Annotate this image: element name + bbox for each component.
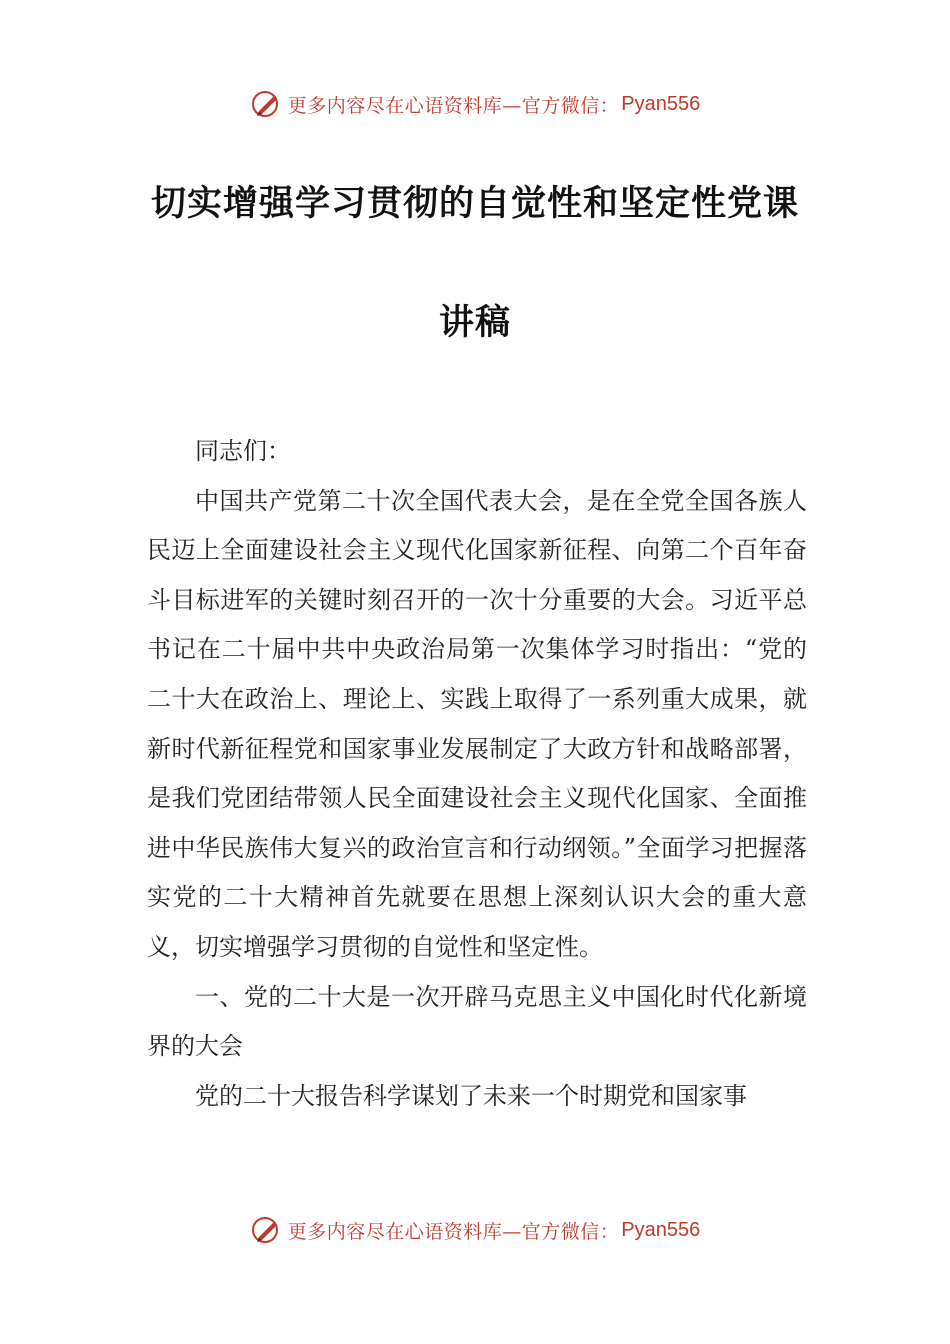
- pen-logo-icon: [250, 87, 284, 121]
- intro-paragraph: 中国共产党第二十次全国代表大会，是在全党全国各族人民迈上全面建设社会主义现代化国家新征程、向第二个百年奋斗目标进军的关键时刻召开的一次十分重要的大会。习近平总书记在二十届中共中央政治局第一次集体学习时指出：“党的二十大在政治上、理论上、实践上取得了一系列重大成果，就新时代新征程党和国家事业发展制定了大政方针和战略部署，是我们党团结带领人民全面建设社会主义现代化国家、全面推进中华民族伟大复兴的政治宣言和行动纲领。”全面学习把握落实党的二十大精神首先就要在思想上深刻认识大会的重大意义，切实增强学习贯彻的自觉性和坚定性。: [147, 486, 807, 961]
- watermark-text: 更多内容尽在心语资料库—官方微信：: [287, 94, 620, 117]
- pen-logo-icon: [250, 1213, 284, 1247]
- section-1-paragraph: 党的二十大报告科学谋划了未来一个时期党和国家事: [195, 1081, 747, 1110]
- document-title-line-1: 切实增强学习贯彻的自觉性和坚定性党课: [150, 184, 799, 224]
- document-body: [147, 427, 807, 1121]
- salutation-paragraph: 同志们：: [195, 437, 291, 465]
- section-heading-1: 一、党的二十大是一次开辟马克思主义中国化时代化新境界的大会: [147, 982, 807, 1061]
- watermark-text: 更多内容尽在心语资料库—官方微信：: [287, 1220, 620, 1243]
- watermark-wechat-id: Pyan556: [621, 92, 701, 115]
- document-title-line-2: 讲稿: [438, 303, 511, 343]
- header-watermark: [0, 84, 950, 124]
- watermark-wechat-id: Pyan556: [621, 1218, 701, 1241]
- footer-watermark: [0, 1210, 950, 1250]
